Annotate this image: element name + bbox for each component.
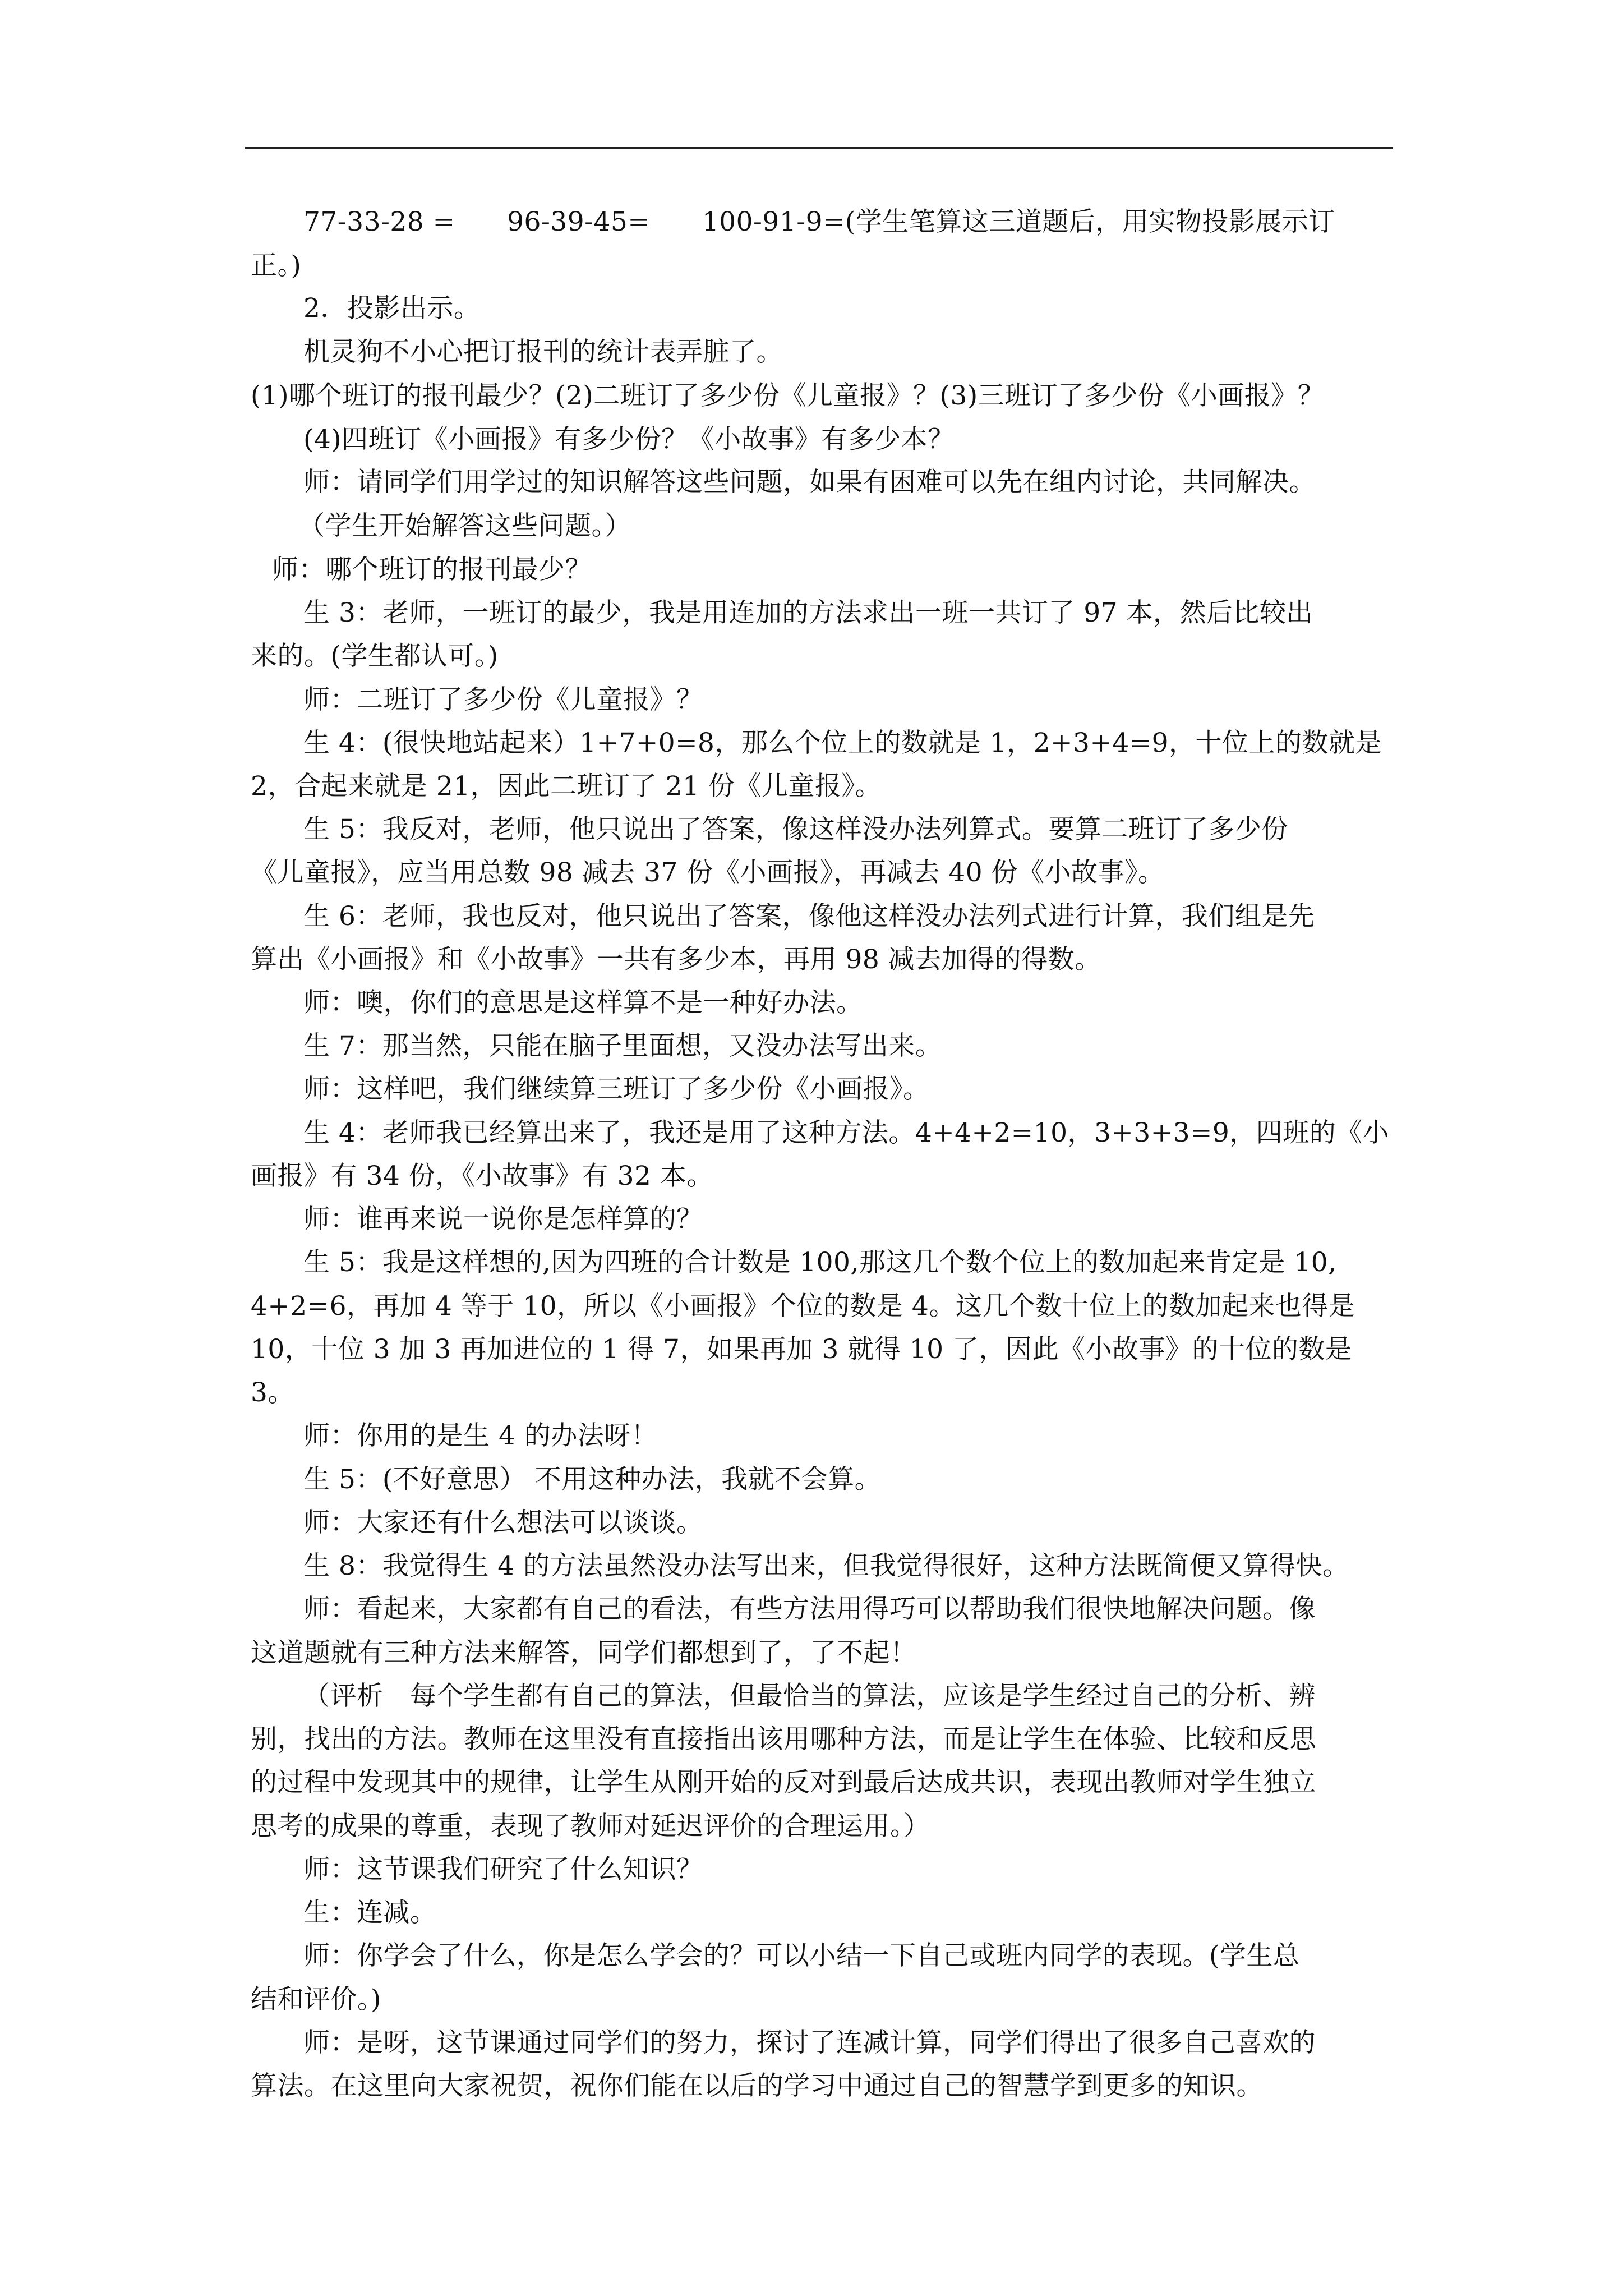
text-line: 2，合起来就是 21，因此二班订了 21 份《儿童报》。 <box>251 771 882 802</box>
text-line: 结和评价。) <box>251 1984 381 2015</box>
text-line: 这道题就有三种方法来解答，同学们都想到了，了不起！ <box>251 1637 917 1668</box>
text-line: 思考的成果的尊重，表现了教师对延迟评价的合理运用。） <box>251 1811 930 1842</box>
text-line: 77-33-28 = 96-39-45= 100-91-9=(学生笔算这三道题后，用实物投影展示订 <box>303 206 1335 237</box>
text-line: 师：谁再来说一说你是怎样算的？ <box>303 1204 703 1235</box>
text-line: 《儿童报》，应当用总数 98 减去 37 份《小画报》，再减去 40 份《小故事》。 <box>251 857 1165 888</box>
text-line: 生 8：我觉得生 4 的方法虽然没办法写出来，但我觉得很好，这种方法既简便又算得快。 <box>303 1550 1349 1581</box>
text-line: 别，找出的方法。教师在这里没有直接指出该用哪种方法，而是让学生在体验、比较和反思 <box>251 1724 1316 1755</box>
text-line: 师：你学会了什么，你是怎么学会的？可以小结一下自己或班内同学的表现。(学生总 <box>303 1940 1300 1971</box>
text-line: 生 7：那当然，只能在脑子里面想，又没办法写出来。 <box>303 1030 942 1061</box>
text-line: 师：噢，你们的意思是这样算不是一种好办法。 <box>303 987 863 1018</box>
text-line: 4+2=6，再加 4 等于 10，所以《小画报》个位的数是 4。这几个数十位上的数加起来也得是 <box>251 1291 1355 1322</box>
text-line: (4)四班订《小画报》有多少份？《小故事》有多少本？ <box>303 424 955 455</box>
text-line: 师：你用的是生 4 的办法呀！ <box>303 1420 658 1451</box>
text-line: 画报》有 34 份，《小故事》有 32 本。 <box>251 1161 713 1191</box>
text-line: 3。 <box>251 1377 294 1408</box>
text-line: 算法。在这里向大家祝贺，祝你们能在以后的学习中通过自己的智慧学到更多的知识。 <box>251 2070 1263 2101</box>
text-line: 生 4：(很快地站起来）1+7+0=8，那么个位上的数就是 1，2+3+4=9，十位上的数就是 <box>303 728 1382 758</box>
text-line: 师：是呀，这节课通过同学们的努力，探讨了连减计算，同学们得出了很多自己喜欢的 <box>303 2027 1316 2058</box>
text-line: 师：看起来，大家都有自己的看法，有些方法用得巧可以帮助我们很快地解决问题。像 <box>303 1594 1316 1625</box>
text-line: 师：这样吧，我们继续算三班订了多少份《小画报》。 <box>303 1074 930 1105</box>
text-line: 师：请同学们用学过的知识解答这些问题，如果有困难可以先在组内讨论，共同解决。 <box>303 467 1316 498</box>
text-line: 算出《小画报》和《小故事》一共有多少本，再用 98 减去加得的得数。 <box>251 944 1101 975</box>
text-line: 师：这节课我们研究了什么知识？ <box>303 1854 703 1885</box>
text-line: （评析 每个学生都有自己的算法，但最恰当的算法，应该是学生经过自己的分析、辨 <box>303 1681 1316 1711</box>
text-line: 师：大家还有什么想法可以谈谈。 <box>303 1507 703 1538</box>
text-line: 师：二班订了多少份《儿童报》？ <box>303 684 703 715</box>
text-line: 10，十位 3 加 3 再加进位的 1 得 7，如果再加 3 就得 10 了，因此《小故事》的十位的数是 <box>251 1334 1352 1365</box>
text-line: 生 5：我反对，老师，他只说出了答案，像这样没办法列算式。要算二班订了多少份 <box>303 814 1288 845</box>
text-line: 生 4：老师我已经算出来了，我还是用了这种方法。4+4+2=10，3+3+3=9，四班的《小 <box>303 1117 1390 1148</box>
text-line: 生：连减。 <box>303 1897 437 1928</box>
text-line: 生 5：我是这样想的,因为四班的合计数是 100,那这几个数个位上的数加起来肯定是 10, <box>303 1247 1337 1278</box>
text-line: 机灵狗不小心把订报刊的统计表弄脏了。 <box>303 337 783 367</box>
text-line: 生 5：(不好意思） 不用这种办法，我就不会算。 <box>303 1464 882 1495</box>
text-line: 正。) <box>251 250 302 281</box>
text-line: 生 6：老师，我也反对，他只说出了答案，像他这样没办法列式进行计算，我们组是先 <box>303 901 1315 932</box>
text-line: 生 3：老师，一班订的最少，我是用连加的方法求出一班一共订了 97 本，然后比较出 <box>303 597 1313 628</box>
text-line: 师：哪个班订的报刊最少？ <box>272 554 592 585</box>
text-line: 2．投影出示。 <box>303 293 481 324</box>
text-line: 来的。(学生都认可。) <box>251 641 499 671</box>
text-line: 的过程中发现其中的规律，让学生从刚开始的反对到最后达成共识，表现出教师对学生独立 <box>251 1767 1316 1798</box>
text-line: （学生开始解答这些问题。） <box>298 510 631 541</box>
text-line: (1)哪个班订的报刊最少？(2)二班订了多少份《儿童报》？(3)三班订了多少份《小画报》？ <box>251 380 1325 411</box>
